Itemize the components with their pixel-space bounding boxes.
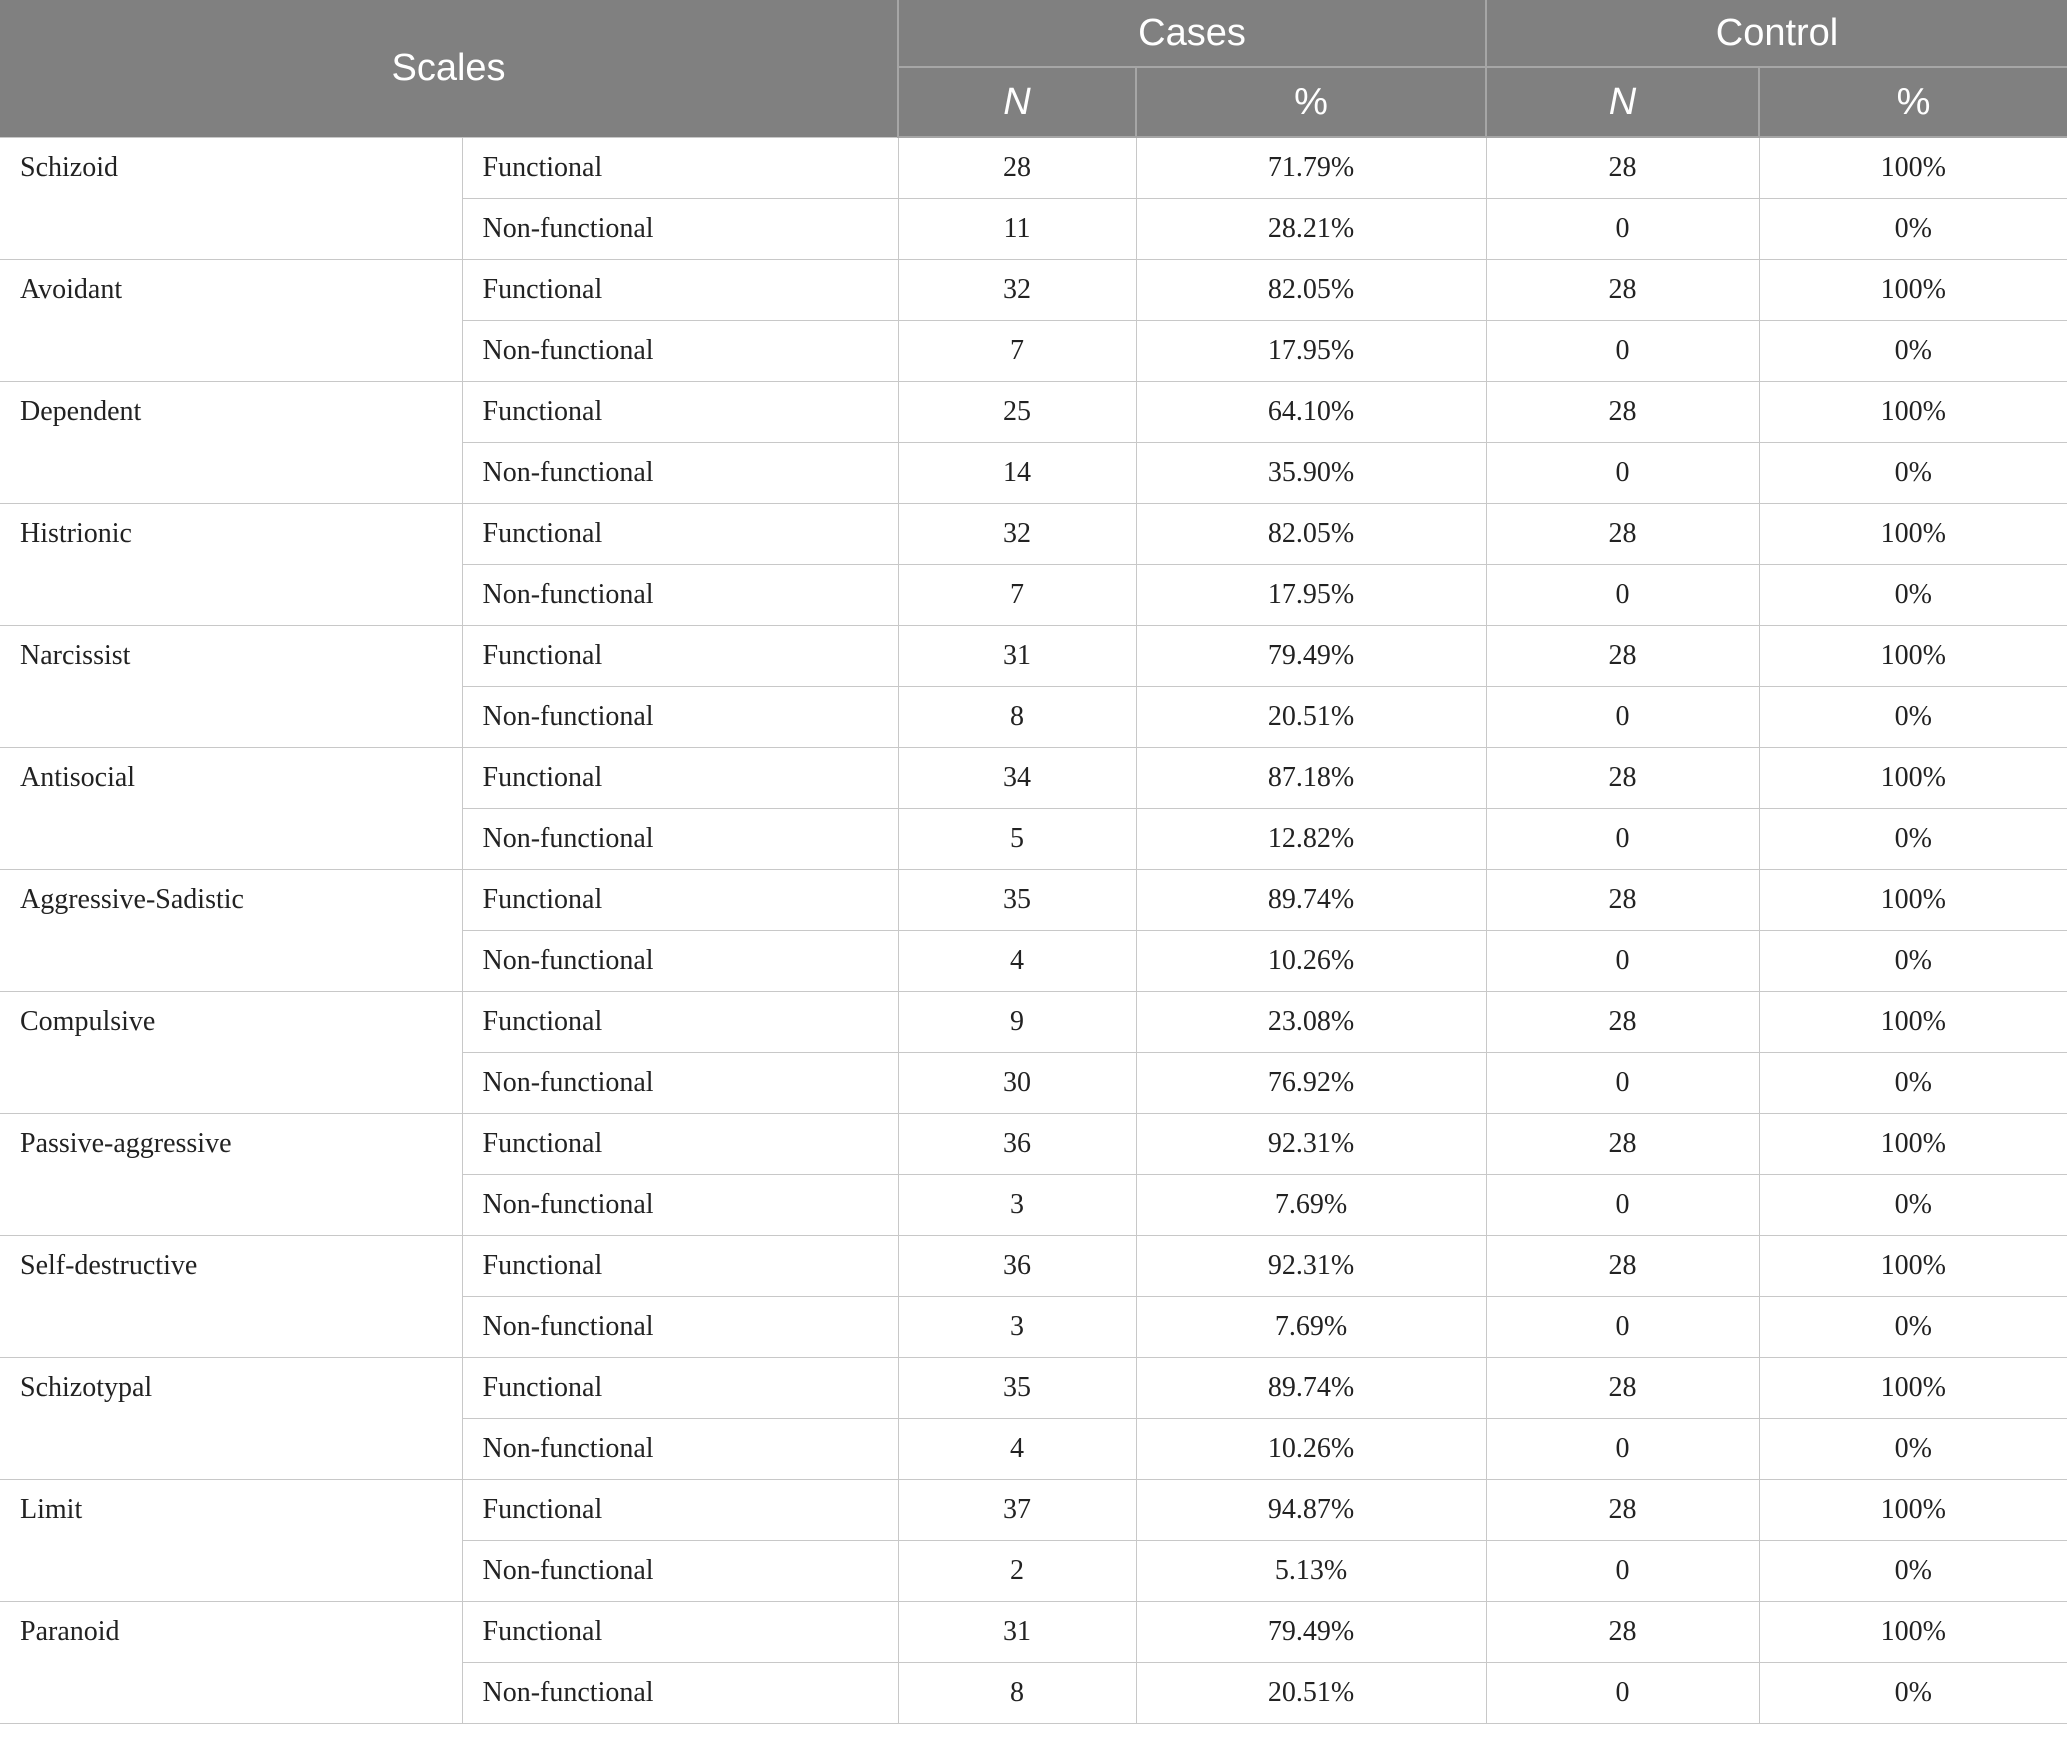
status-cell: Functional xyxy=(462,626,898,687)
control-n-cell: 28 xyxy=(1486,1236,1759,1297)
control-n-cell: 0 xyxy=(1486,1297,1759,1358)
cases-pct-cell: 64.10% xyxy=(1136,382,1486,443)
status-cell: Functional xyxy=(462,1358,898,1419)
control-pct-cell: 0% xyxy=(1759,199,2067,260)
cases-n-cell: 14 xyxy=(898,443,1136,504)
table-body xyxy=(0,137,2067,1724)
header-control-n: N xyxy=(1486,67,1759,137)
table-row xyxy=(0,992,2067,1053)
control-n-cell: 0 xyxy=(1486,1663,1759,1724)
cases-pct-cell: 76.92% xyxy=(1136,1053,1486,1114)
cases-n-cell: 31 xyxy=(898,1602,1136,1663)
control-pct-cell: 100% xyxy=(1759,748,2067,809)
cases-pct-cell: 82.05% xyxy=(1136,260,1486,321)
control-n-cell: 0 xyxy=(1486,1175,1759,1236)
scale-name-cell: Antisocial xyxy=(0,748,462,870)
control-pct-cell: 0% xyxy=(1759,443,2067,504)
control-n-cell: 0 xyxy=(1486,321,1759,382)
header-control: Control xyxy=(1486,0,2067,67)
scale-name-cell: Narcissist xyxy=(0,626,462,748)
control-pct-cell: 100% xyxy=(1759,1358,2067,1419)
table-row xyxy=(0,504,2067,565)
cases-n-cell: 35 xyxy=(898,870,1136,931)
cases-n-cell: 31 xyxy=(898,626,1136,687)
control-pct-cell: 100% xyxy=(1759,1602,2067,1663)
status-cell: Non-functional xyxy=(462,1053,898,1114)
table-row xyxy=(0,1236,2067,1297)
status-cell: Functional xyxy=(462,1480,898,1541)
status-cell: Non-functional xyxy=(462,931,898,992)
header-row-groups xyxy=(0,0,2067,67)
status-cell: Functional xyxy=(462,382,898,443)
cases-pct-cell: 20.51% xyxy=(1136,1663,1486,1724)
control-pct-cell: 100% xyxy=(1759,1114,2067,1175)
control-n-cell: 28 xyxy=(1486,137,1759,199)
cases-pct-cell: 79.49% xyxy=(1136,626,1486,687)
control-pct-cell: 100% xyxy=(1759,1480,2067,1541)
cases-pct-cell: 79.49% xyxy=(1136,1602,1486,1663)
cases-pct-cell: 35.90% xyxy=(1136,443,1486,504)
cases-pct-cell: 89.74% xyxy=(1136,1358,1486,1419)
control-pct-cell: 100% xyxy=(1759,870,2067,931)
header-cases-pct: % xyxy=(1136,67,1486,137)
cases-n-cell: 5 xyxy=(898,809,1136,870)
status-cell: Non-functional xyxy=(462,443,898,504)
control-pct-cell: 100% xyxy=(1759,382,2067,443)
status-cell: Non-functional xyxy=(462,1541,898,1602)
cases-pct-cell: 71.79% xyxy=(1136,137,1486,199)
status-cell: Non-functional xyxy=(462,321,898,382)
cases-pct-cell: 12.82% xyxy=(1136,809,1486,870)
table-row xyxy=(0,260,2067,321)
control-pct-cell: 100% xyxy=(1759,626,2067,687)
cases-n-cell: 3 xyxy=(898,1297,1136,1358)
scale-name-cell: Schizotypal xyxy=(0,1358,462,1480)
status-cell: Non-functional xyxy=(462,809,898,870)
control-pct-cell: 0% xyxy=(1759,931,2067,992)
cases-pct-cell: 94.87% xyxy=(1136,1480,1486,1541)
cases-n-cell: 32 xyxy=(898,260,1136,321)
cases-n-cell: 35 xyxy=(898,1358,1136,1419)
control-pct-cell: 100% xyxy=(1759,992,2067,1053)
cases-pct-cell: 89.74% xyxy=(1136,870,1486,931)
scale-name-cell: Schizoid xyxy=(0,137,462,260)
status-cell: Non-functional xyxy=(462,1663,898,1724)
cases-pct-cell: 92.31% xyxy=(1136,1114,1486,1175)
status-cell: Functional xyxy=(462,1602,898,1663)
control-n-cell: 28 xyxy=(1486,260,1759,321)
header-scales: Scales xyxy=(0,0,898,137)
control-n-cell: 0 xyxy=(1486,1419,1759,1480)
control-pct-cell: 0% xyxy=(1759,687,2067,748)
control-pct-cell: 0% xyxy=(1759,1297,2067,1358)
cases-pct-cell: 7.69% xyxy=(1136,1175,1486,1236)
control-n-cell: 28 xyxy=(1486,626,1759,687)
control-n-cell: 28 xyxy=(1486,504,1759,565)
cases-pct-cell: 17.95% xyxy=(1136,565,1486,626)
cases-pct-cell: 17.95% xyxy=(1136,321,1486,382)
control-n-cell: 28 xyxy=(1486,382,1759,443)
cases-n-cell: 4 xyxy=(898,931,1136,992)
control-pct-cell: 100% xyxy=(1759,260,2067,321)
control-pct-cell: 0% xyxy=(1759,1419,2067,1480)
cases-pct-cell: 87.18% xyxy=(1136,748,1486,809)
control-n-cell: 28 xyxy=(1486,1114,1759,1175)
scale-name-cell: Self-destructive xyxy=(0,1236,462,1358)
control-pct-cell: 0% xyxy=(1759,1663,2067,1724)
control-pct-cell: 0% xyxy=(1759,1053,2067,1114)
cases-n-cell: 4 xyxy=(898,1419,1136,1480)
table-row xyxy=(0,1602,2067,1663)
cases-n-cell: 7 xyxy=(898,565,1136,626)
control-n-cell: 0 xyxy=(1486,1053,1759,1114)
status-cell: Functional xyxy=(462,992,898,1053)
cases-n-cell: 9 xyxy=(898,992,1136,1053)
cases-n-cell: 37 xyxy=(898,1480,1136,1541)
control-n-cell: 28 xyxy=(1486,1358,1759,1419)
cases-n-cell: 8 xyxy=(898,687,1136,748)
cases-pct-cell: 28.21% xyxy=(1136,199,1486,260)
cases-n-cell: 25 xyxy=(898,382,1136,443)
cases-n-cell: 30 xyxy=(898,1053,1136,1114)
status-cell: Non-functional xyxy=(462,1297,898,1358)
control-n-cell: 0 xyxy=(1486,565,1759,626)
cases-n-cell: 2 xyxy=(898,1541,1136,1602)
status-cell: Functional xyxy=(462,504,898,565)
control-n-cell: 28 xyxy=(1486,748,1759,809)
header-cases: Cases xyxy=(898,0,1486,67)
control-n-cell: 0 xyxy=(1486,687,1759,748)
table-row xyxy=(0,626,2067,687)
cases-n-cell: 28 xyxy=(898,137,1136,199)
control-n-cell: 0 xyxy=(1486,199,1759,260)
table-row xyxy=(0,1358,2067,1419)
table-row xyxy=(0,870,2067,931)
control-pct-cell: 0% xyxy=(1759,1175,2067,1236)
cases-n-cell: 8 xyxy=(898,1663,1136,1724)
control-n-cell: 0 xyxy=(1486,443,1759,504)
cases-pct-cell: 20.51% xyxy=(1136,687,1486,748)
table-row xyxy=(0,748,2067,809)
control-n-cell: 28 xyxy=(1486,1602,1759,1663)
cases-n-cell: 32 xyxy=(898,504,1136,565)
scale-name-cell: Paranoid xyxy=(0,1602,462,1724)
status-cell: Functional xyxy=(462,137,898,199)
status-cell: Non-functional xyxy=(462,1175,898,1236)
control-pct-cell: 0% xyxy=(1759,565,2067,626)
status-cell: Functional xyxy=(462,748,898,809)
scale-name-cell: Dependent xyxy=(0,382,462,504)
status-cell: Functional xyxy=(462,1114,898,1175)
status-cell: Non-functional xyxy=(462,687,898,748)
scale-name-cell: Avoidant xyxy=(0,260,462,382)
cases-pct-cell: 7.69% xyxy=(1136,1297,1486,1358)
status-cell: Functional xyxy=(462,1236,898,1297)
cases-n-cell: 3 xyxy=(898,1175,1136,1236)
scale-name-cell: Passive-aggressive xyxy=(0,1114,462,1236)
table-header xyxy=(0,0,2067,137)
control-pct-cell: 100% xyxy=(1759,137,2067,199)
scale-name-cell: Aggressive-Sadistic xyxy=(0,870,462,992)
cases-n-cell: 36 xyxy=(898,1114,1136,1175)
cases-pct-cell: 5.13% xyxy=(1136,1541,1486,1602)
cases-pct-cell: 23.08% xyxy=(1136,992,1486,1053)
header-control-pct: % xyxy=(1759,67,2067,137)
control-n-cell: 28 xyxy=(1486,870,1759,931)
control-n-cell: 28 xyxy=(1486,992,1759,1053)
cases-pct-cell: 10.26% xyxy=(1136,931,1486,992)
scale-name-cell: Compulsive xyxy=(0,992,462,1114)
header-cases-n: N xyxy=(898,67,1136,137)
scale-name-cell: Limit xyxy=(0,1480,462,1602)
control-pct-cell: 0% xyxy=(1759,321,2067,382)
cases-pct-cell: 92.31% xyxy=(1136,1236,1486,1297)
table-row xyxy=(0,1114,2067,1175)
cases-n-cell: 7 xyxy=(898,321,1136,382)
status-cell: Functional xyxy=(462,870,898,931)
status-cell: Non-functional xyxy=(462,1419,898,1480)
cases-n-cell: 11 xyxy=(898,199,1136,260)
status-cell: Functional xyxy=(462,260,898,321)
scale-name-cell: Histrionic xyxy=(0,504,462,626)
control-n-cell: 0 xyxy=(1486,809,1759,870)
control-n-cell: 0 xyxy=(1486,931,1759,992)
status-cell: Non-functional xyxy=(462,199,898,260)
control-pct-cell: 100% xyxy=(1759,1236,2067,1297)
control-n-cell: 0 xyxy=(1486,1541,1759,1602)
cases-pct-cell: 10.26% xyxy=(1136,1419,1486,1480)
cases-n-cell: 34 xyxy=(898,748,1136,809)
control-pct-cell: 0% xyxy=(1759,809,2067,870)
table-row xyxy=(0,382,2067,443)
control-n-cell: 28 xyxy=(1486,1480,1759,1541)
status-cell: Non-functional xyxy=(462,565,898,626)
control-pct-cell: 0% xyxy=(1759,1541,2067,1602)
table-row xyxy=(0,1480,2067,1541)
control-pct-cell: 100% xyxy=(1759,504,2067,565)
cases-n-cell: 36 xyxy=(898,1236,1136,1297)
table-row xyxy=(0,137,2067,199)
cases-pct-cell: 82.05% xyxy=(1136,504,1486,565)
